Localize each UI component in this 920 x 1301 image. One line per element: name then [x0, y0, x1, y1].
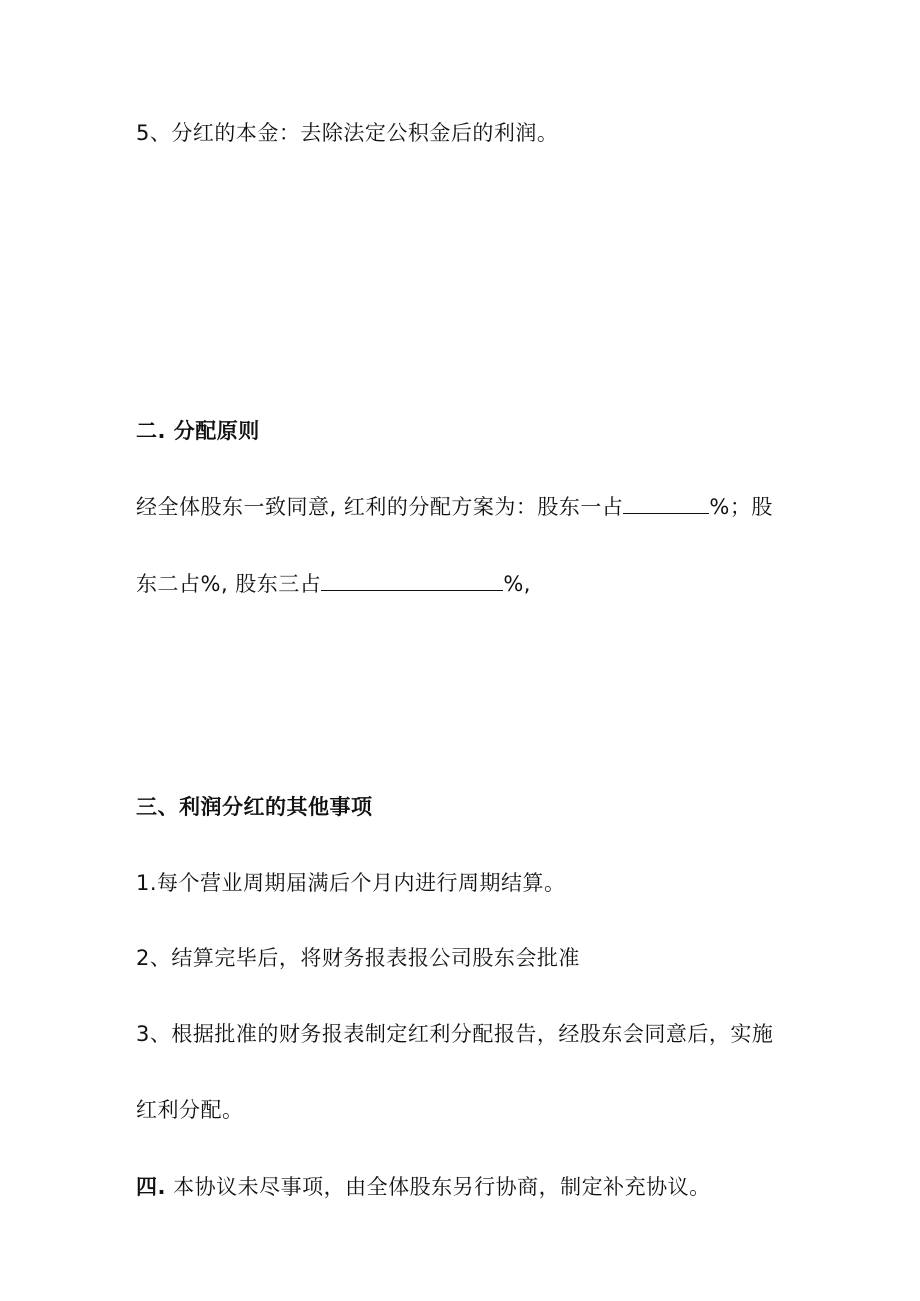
section-3-heading: 三、利润分红的其他事项 — [136, 795, 373, 819]
section-2-line-2-prefix: 东二占%, 股东三占 — [136, 572, 322, 596]
section-4-body: 本协议未尽事项，由全体股东另行协商，制定补充协议。 — [165, 1175, 711, 1199]
item-5-text: 5、分红的本金：去除法定公积金后的利润。 — [136, 121, 559, 145]
section-2-line-1-suffix: %；股 — [709, 495, 773, 519]
section-2-line-2 — [136, 571, 531, 597]
section-3-item-1: 1.每个营业周期届满后个月内进行周期结算。 — [136, 871, 566, 895]
section-2-line-2-suffix: %, — [503, 572, 531, 596]
section-4-label: 四. — [136, 1175, 166, 1199]
section-2-line-1-prefix: 经全体股东一致同意, 红利的分配方案为：股东一占 — [136, 495, 624, 519]
shareholder-3-percent-blank[interactable] — [321, 572, 503, 591]
section-3-item-3-line-2: 红利分配。 — [136, 1098, 244, 1122]
section-3-item-2: 2、结算完毕后，将财务报表报公司股东会批准 — [136, 946, 580, 970]
section-2-line-1 — [136, 494, 773, 520]
section-3-item-3-line-1: 3、根据批准的财务报表制定红利分配报告，经股东会同意后，实施 — [136, 1022, 774, 1046]
shareholder-1-percent-blank[interactable] — [623, 495, 709, 514]
section-2-heading: 二. 分配原则 — [136, 419, 260, 443]
section-4-text — [136, 1174, 711, 1200]
